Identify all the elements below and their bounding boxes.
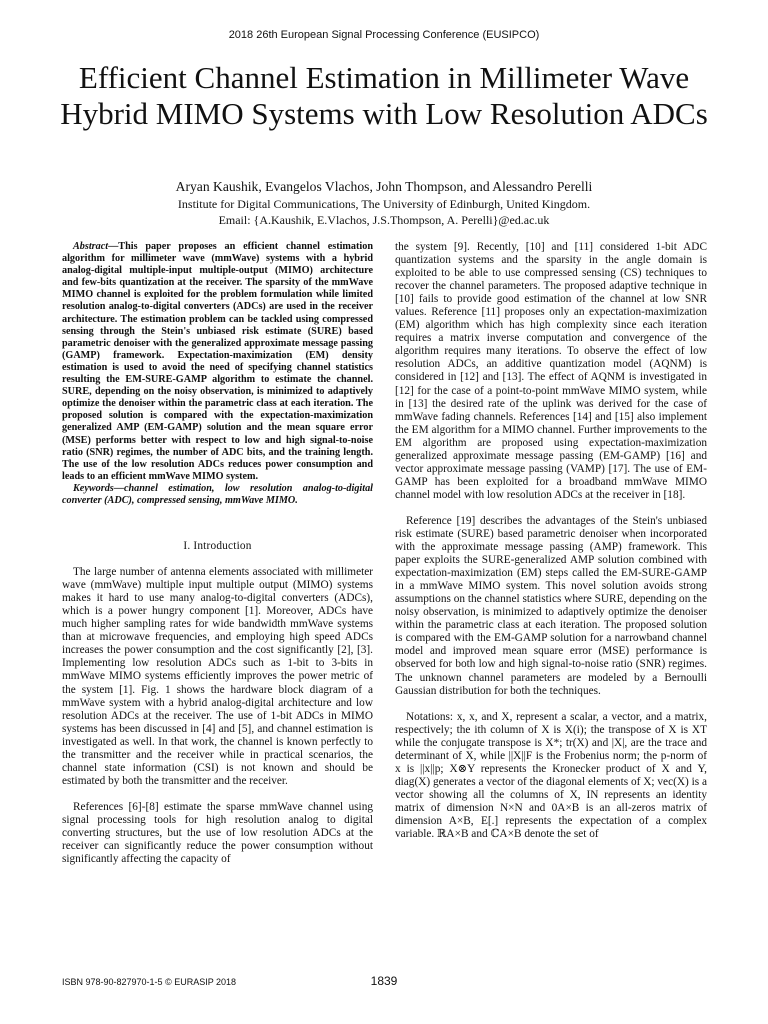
paper-title: [40, 60, 728, 132]
notations-paragraph: Notations: x, x, and X, represent a scalar, a vector, and a matrix, respectively; the ith column of X is X(i); the transpose of X is XT while the conjugate transpose is X*; tr(X) and |X|, are the trace and determinant of X, while ||X||F is the Frobenius norm; the p-norm of x is ||x||p; X⊗Y represents the Kronecker product of X and Y, diag(X) generates a vector of the diagonal elements of X; vec(X) is a vector showing all the columns of X, IN represents an identity matrix of dimension N×N and 0A×B is an all-zeros matrix of dimension A×B, E[.] represents the expectation of a complex variable. ℝA×B and ℂA×B denote the set of: [395, 710, 707, 841]
keywords: [62, 483, 373, 507]
abstract-label: Abstract: [73, 241, 109, 252]
conference-header: 2018 26th European Signal Processing Conference (EUSIPCO): [228, 29, 540, 41]
affiliation: Institute for Digital Communications, The University of Edinburgh, United Kingdom.: [177, 197, 591, 211]
abstract: [62, 241, 373, 483]
title-line-1: Efficient Channel Estimation in Millimeter Wave: [78, 60, 690, 95]
author-list: Aryan Kaushik, Evangelos Vlachos, John Thompson, and Alessandro Perelli: [175, 179, 593, 194]
affiliation-block: [40, 196, 728, 228]
right-paragraph-2: Reference [19] describes the advantages of the Stein's unbiased risk estimate (SURE) based parametric denoiser when incorporated with the approximate message passing (AMP) framework. This paper exploits the SURE-generalized AMP solution combined with expectation-maximization (EM) steps called the EM-SURE-GAMP in a mmWave MIMO system. This novel solution avoids strong assumptions on the channel statistics where SURE, depending on the noisy observation, is minimized to adaptively optimize the denoiser within the parametric class at each iteration. The proposed solution is compared with the EM-GAMP solution for a narrowband channel model and improved mean square error (MSE) performance is observed for both low and high signal-to-noise ratio (SNR) regimes. The unknown channel parameters are modeled by a Bernoulli Gaussian distribution for both the techniques.: [395, 514, 707, 697]
right-paragraph-1: the system [9]. Recently, [10] and [11] considered 1-bit ADC quantization systems and the sparsity in the angle domain is exploited to be able to use compressed sensing (CS) techniques to recover the channel parameters. The proposed adaptive technique in [10] fails to provide good estimation of the channel at low SNR values. Reference [11] proposes only an expectation-maximization (EM) algorithm which has high complexity since each iteration requires a matrix inverse computation and convergence of the algorithm requires many iterations. To observe the effect of low resolution ADCs, an additive quantization model (AQNM) is considered in [12] and [13]. The effect of AQNM is investigated in [12] for the case of a point-to-point mmWave MIMO system, while in [13] the desired rate of the uplink was derived for the case of mmWave fading channels. References [14] and [15] also implement the EM algorithm for a MIMO channel. Further improvements to the EM algorithm are proposed using expectation-maximization generalized approximate message passing (EM-GAMP) [16] and vector approximate message passing (VAMP) [17]. The use of EM-GAMP has been exploited for a broadband mmWave MIMO channel model with low resolution ADCs at the receiver in [18].: [395, 241, 707, 501]
section-heading: I. Introduction: [183, 540, 252, 553]
keywords-label: Keywords: [73, 482, 114, 494]
intro-paragraph-1: The large number of antenna elements associated with millimeter wave (mmWave) multiple input multiple output (MIMO) systems makes it hard to use many analog-to-digital converters (ADCs), which is a power hungry component [1]. Moreover, ADCs have much higher sampling rates for wide bandwidth mmWave systems than at microwave frequencies, and employing high speed ADCs increases the power consumption and the cost significantly [2], [3]. Implementing low resolution ADCs such as 1-bit to 3-bits in mmWave MIMO systems efficiently improves the power metric of the system [1]. Fig. 1 shows the hardware block diagram of a mmWave system with a hybrid analog-digital architecture and low resolution ADCs at the receiver. The use of 1-bit ADCs in MIMO systems has been discussed in [4] and [5], and channel estimation is investigated as well. In that work, the channel is known perfectly to the transmitter and the receiver while in practical scenarios, the channel state information (CSI) is not known and should be estimated by both the transmitter and the receiver.: [62, 566, 373, 787]
abstract-text: —This paper proposes an efficient channel estimation algorithm for millimeter wave (mmWave) systems with a hybrid analog-digital multiple-input multiple-output (MIMO) architecture and few-bits quantization at the receiver. The sparsity of the mmWave MIMO channel is exploited for the problem formulation while limited resolution analog-to-digital converters (ADCs) are used in the receiver architecture. The estimation problem can be tackled using compressed sensing through the Stein's unbiased risk estimate (SURE) based parametric denoiser with the generalized approximate message passing (GAMP) framework. Expectation-maximization (EM) density estimation is used to avoid the need of specifying channel statistics resulting the EM-SURE-GAMP algorithm to estimate the channel. SURE, depending on the noisy observation, is minimized to adaptively optimize the denoiser within the parametric class at each iteration. The proposed solution is compared with the expectation-maximization generalized AMP (EM-GAMP) solution and the mean square error (MSE) performs better with respect to low and high signal-to-noise ratio (SNR) regimes, the number of ADC bits, and the training length. The use of the low resolution ADCs reduces power consumption and leads to an efficient mmWave MIMO system.: [62, 241, 373, 482]
paragraph-gap: [395, 502, 707, 515]
title-line-2: Hybrid MIMO Systems with Low Resolution ADCs: [60, 96, 708, 131]
right-column: [395, 241, 707, 841]
intro-paragraph-2: References [6]-[8] estimate the sparse mmWave channel using signal processing tools for high resolution analog to digital converting structures, but the use of low resolution ADCs at the receiver can significantly reduce the power consumption without significantly affecting the capacity of: [62, 800, 373, 866]
left-column: [62, 241, 373, 866]
keywords-text: —channel estimation, low resolution analog-to-digital converter (ADC), compressed sensing, mmWave MIMO.: [62, 482, 373, 506]
email: Email: {A.Kaushik, E.Vlachos, J.S.Thompson, A. Perelli}@ed.ac.uk: [218, 213, 550, 227]
page-number: 1839: [370, 974, 398, 988]
paragraph-gap: [62, 788, 373, 801]
paragraph-gap: [395, 698, 707, 711]
isbn-footer: ISBN 978-90-827970-1-5 © EURASIP 2018: [62, 977, 237, 987]
